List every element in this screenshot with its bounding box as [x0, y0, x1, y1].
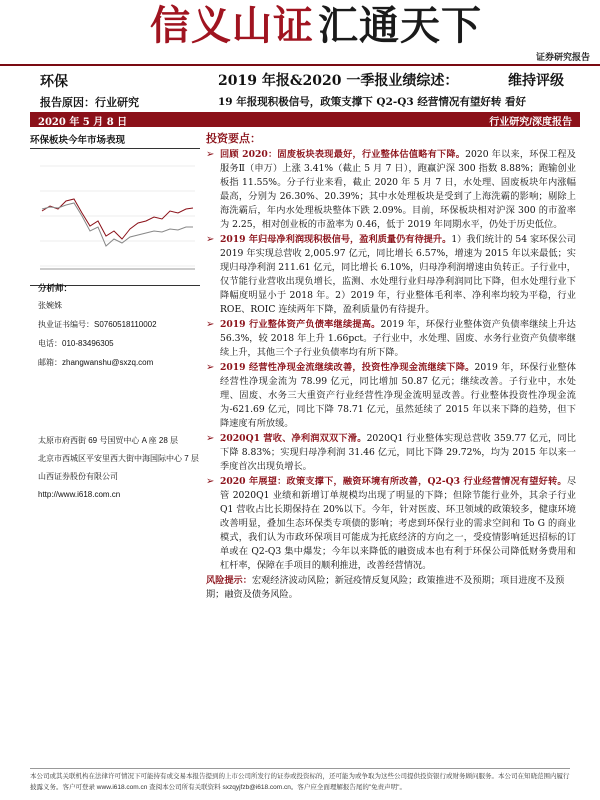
risk-label: 风险提示： — [206, 575, 252, 586]
bullet-text: 1）我们统计的 54 家环保公司 2019 年实现总营收 2,005.97 亿元，同比增长 6.57%，增速为 2015 年以来最低；实现归母净利润 211.61 亿元，同比增长 6.10%，归母净利润增速由负转正。子行业中，仅节能行业营收出现负增长，监测、水处理行业归母净利润同比下降，但水处理行业下降幅度明显小于 2018 年。2）2019 年，行业整体毛利率、净利率均较为平稳，行业 ROE、ROIC 连续两年下降，盈利质量仍有待提升。 — [220, 234, 576, 315]
company-name: 山西证券股份有限公司 — [38, 472, 118, 481]
bullet-text: 2020Q1 行业整体实现总营收 359.77 亿元，同比下降 8.83%；实现归母净利润 31.46 亿元，同比下降 29.72%，均为 2015 年以来一季度首次出现负增长。 — [220, 433, 576, 472]
report-title: 2019 年报&2020 一季报业绩综述： — [218, 73, 459, 89]
company-website[interactable]: http://www.i618.com.cn — [38, 490, 121, 499]
bullet-text: 尽管 2020Q1 业绩和新增订单规模均出现了明显的下降；但除节能行业外，其余子行业 Q1 营收占比长期保持在 20%以下。今年，针对医废、环卫领域的政策较多，健康环境改善明显，叠加生态环保类专项债的影响；考虑到环保行业的需求空间和 To G 的商业模式，我们认为市政环保项目可能成为托底经济的方向之一，受疫情影响延迟招标的订单或在 Q2-Q3 集中爆发；今年以来降低的融资成本也有利于环保公司降低财务费用和杠杆率，保障在手项目的顺利推进，改善经营情况。 — [220, 476, 576, 571]
bullet-highlight: 2020Q1 营收、净利润双双下滑。 — [220, 433, 367, 444]
bullet-text: 2019 年，环保行业整体经营性净现金流为 78.99 亿元，同比增加 50.87 亿元；继续改善。子行业中，水处理、固废、水务三大重资产行业经营性净现金流明显改善。行业整体投资性净现金流为-621.69 亿元，同比下降 78.71 亿元，虽然延续了 2015 年以来下降的趋势，但下降速度有所放缓。 — [220, 362, 576, 429]
chart-title: 环保板块今年市场表现 — [30, 132, 200, 149]
market-performance-chart — [30, 151, 200, 286]
points-header: 投资要点： — [206, 132, 261, 145]
disclaimer: 本公司或其关联机构在法律许可情况下可能持有或交易本报告提到的上市公司所发行的证券或投资标的，还可能为或争取为这些公司提供投资银行或财务顾问服务。本公司在知晓范围内履行披露义务。客户可登录 www.i618.com.cn 查阅本公司所有关联资料 sxzqyjfzb@i618.com.cn。客户应全面理解报告尾的"免责声明"。 — [30, 773, 570, 791]
bullet-item — [206, 318, 576, 360]
rating-label: 维持评级 — [508, 73, 564, 89]
banner-slogan-part-2: 汇通天下 — [318, 2, 482, 49]
bullet-text: 2019 年，环保行业整体资产负债率继续上升达 56.3%，较 2018 年上升 1.66pct。子行业中，水处理、固废、水务行业资产负债率继续上升，其他三个子行业负债率均有所下降。 — [220, 319, 576, 358]
banner-slogan — [150, 0, 482, 51]
bullet-item — [206, 475, 576, 573]
brand-subtitle: 证券研究报告 — [535, 52, 590, 62]
analyst-name: 张婉姝 — [38, 301, 62, 310]
analyst-info — [38, 282, 203, 376]
bullet-highlight: 2019 行业整体资产负债率继续提高。 — [220, 319, 381, 330]
left-column — [30, 128, 200, 286]
bullet-highlight: 2019 经营性净现金流继续改善，投资性净现金流继续下降。 — [220, 362, 475, 373]
date-bar — [30, 112, 580, 127]
chart-gridlines — [40, 166, 195, 266]
analyst-label: 分析师： — [38, 283, 73, 293]
risk-text: 宏观经济波动风险；新冠疫情反复风险；政策推进不及预期；项目进度不及预期；融资及债务风险。 — [206, 575, 565, 600]
banner-slogan-part-1: 信义山证 — [150, 2, 314, 49]
company-address — [38, 434, 203, 506]
analyst-license: 执业证书编号：S0760518110002 — [38, 320, 157, 329]
header-banner — [0, 0, 600, 64]
industry-label: 环保 — [40, 73, 68, 89]
bullet-item — [206, 361, 576, 431]
footer-rule — [30, 768, 570, 769]
report-date: 2020 年 5 月 8 日 — [38, 117, 128, 128]
title-row — [0, 66, 600, 90]
address-line: 太原市府西街 69 号国贸中心 A 座 28 层 — [38, 436, 179, 445]
bullet-highlight: 2020 年展望：政策支撑下，融资环境有所改善，Q2-Q3 行业经营情况有望好转。 — [220, 476, 567, 487]
bullet-item — [206, 432, 576, 474]
chart-series-index — [42, 203, 193, 246]
bullet-highlight: 回顾 2020：固废板块表现最好，行业整体估值略有下降。 — [220, 149, 466, 160]
bullet-text: 2020 年以来，环保工程及服务Ⅱ（申万）上涨 3.41%（截止 5 月 7 日），跑赢沪深 300 指数 8.88%；跑输创业板指 11.55%。分子行业来看，截止 2020 年 5 月 7 日，水处理、固废板块年内涨幅最高，分别为 26.30%、20.39%；其中水处理板块是受到了上海洗霸的影响；剔除上海洗霸后，年内水处理板块整体下跌 2.09%。目前，环保板块相对沪深 300 的市盈率为 2.25，相对创业板的市盈率为 0.46，低于 2019 年同期水平，仍处于历史低位。 — [220, 149, 576, 230]
chart-svg — [30, 151, 200, 286]
bullet-highlight: 2019 年归母净利润现积极信号，盈利质量仍有待提升。 — [220, 234, 452, 245]
analyst-phone: 电话：010-83496305 — [38, 339, 114, 348]
investment-points — [206, 130, 576, 602]
report-type: 行业研究/深度报告 — [489, 117, 572, 128]
risk-warning — [206, 574, 576, 602]
analyst-email[interactable]: 邮箱：zhangwanshu@sxzq.com — [38, 358, 154, 367]
report-reason: 报告原因：行业研究 — [40, 97, 139, 109]
bullet-item — [206, 148, 576, 232]
address-line: 北京市西城区平安里西大街中海国际中心 7 层 — [38, 454, 199, 463]
report-subtitle: 19 年报现积极信号，政策支撑下 Q2-Q3 经营情况有望好转 看好 — [218, 96, 526, 108]
bullet-item — [206, 233, 576, 317]
